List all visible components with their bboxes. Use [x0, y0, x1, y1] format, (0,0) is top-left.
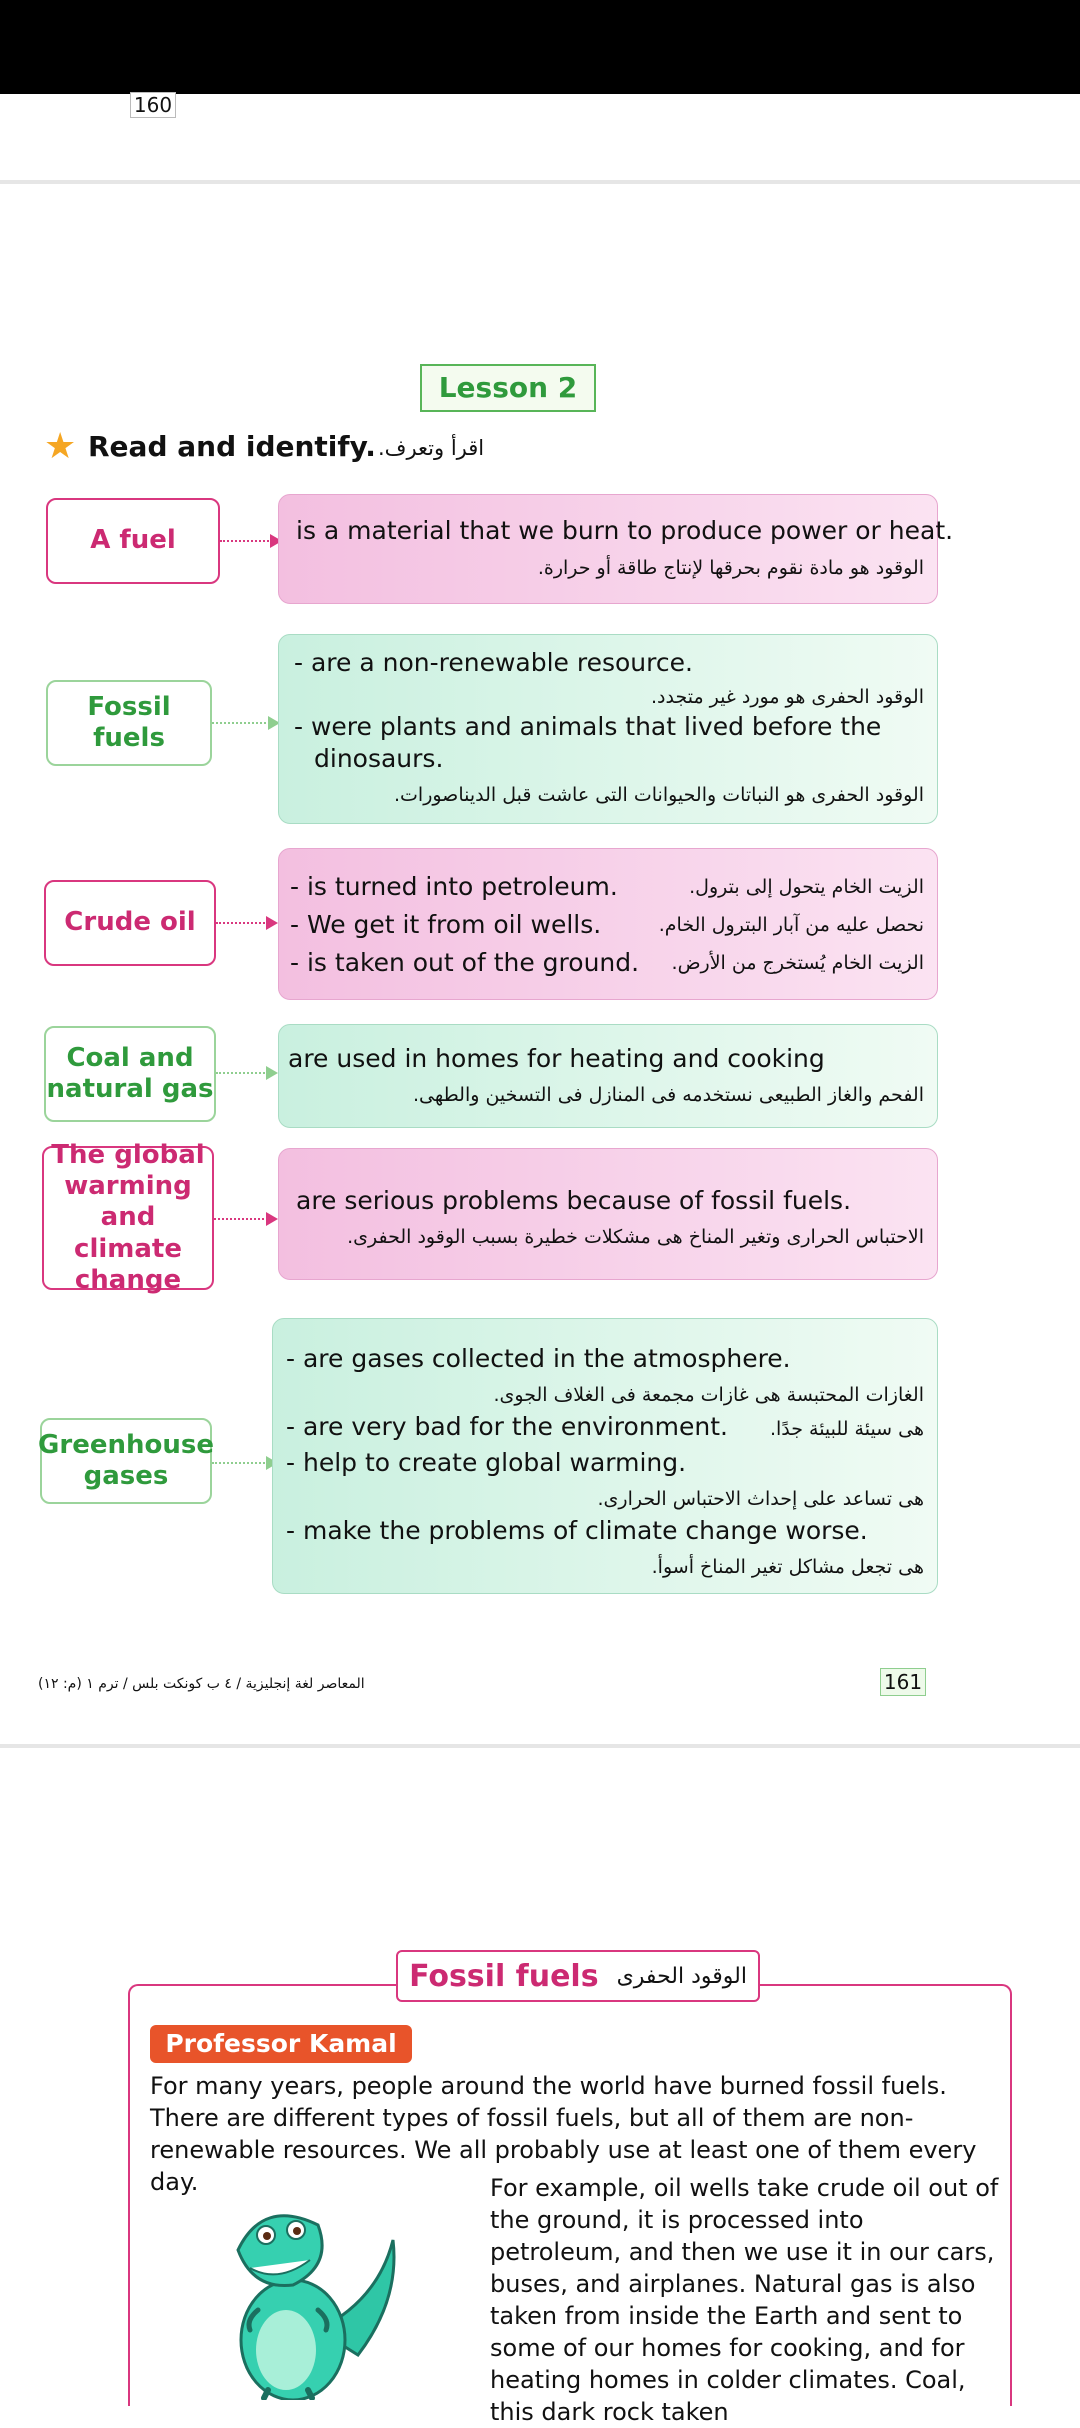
reading-title	[396, 1950, 760, 2002]
page-number-bottom: 161	[880, 1668, 926, 1696]
connector-line	[212, 722, 270, 724]
connector-line	[220, 540, 272, 542]
term-a-fuel: A fuel	[46, 498, 220, 584]
term-coal-and-natural-gas: Coal and natural gas	[44, 1026, 216, 1122]
definition-line-arabic: نحصل عليه من آبار البترول الخام.	[658, 914, 924, 936]
term-greenhouse-gases: Greenhouse gases	[40, 1418, 212, 1504]
speaker-badge: Professor Kamal	[150, 2025, 412, 2063]
definition-line-arabic: الزيت الخام يُستخرج من الأرض.	[671, 952, 924, 974]
definition-box-coal-and-natural-gas	[278, 1024, 938, 1128]
definition-line: - help to create global warming.	[286, 1448, 687, 1477]
definition-line-arabic: الفحم والغاز الطبيعى نستخدمه فى المنازل فى التسخين والطهى.	[412, 1084, 924, 1106]
definition-line-arabic: هى تساعد على إحداث الاحتباس الحرارى.	[597, 1488, 924, 1510]
definition-line: - is turned into petroleum.	[290, 872, 618, 901]
definition-line-arabic: الوقود الحفرى هو النباتات والحيوانات التى عاشت قبل الديناصورات.	[393, 784, 924, 806]
definition-line: - are gases collected in the atmosphere.	[286, 1344, 791, 1373]
term-global-warming-and-climate-change: The global warming and climate change	[42, 1146, 214, 1290]
definition-line: - make the problems of climate change worse.	[286, 1516, 868, 1545]
footer-text: المعاصر لغة إنجليزية / ٤ ب كونكت بلس / ترم ١ (م: ١٢)	[38, 1676, 365, 1692]
instruction-heading: Read and identify.	[88, 430, 376, 463]
arrow-icon	[266, 916, 278, 930]
definition-line-arabic: الزيت الخام يتحول إلى بترول.	[689, 876, 924, 898]
reading-paragraph-1: For many years, people around the world have burned fossil fuels. There are different types of fossil fuels, but all of them are non-renewable resources. We all probably use at least one of them every day.	[150, 2072, 977, 2196]
connector-line	[214, 1218, 268, 1220]
reading-title-arabic: الوقود الحفرى	[616, 1963, 747, 1989]
page-divider-bottom	[0, 1744, 1080, 1748]
definition-line: are serious problems because of fossil fuels.	[296, 1186, 852, 1215]
term-fossil-fuels: Fossil fuels	[46, 680, 212, 766]
definition-line: - is taken out of the ground.	[290, 948, 640, 977]
dinosaur-illustration	[168, 2180, 428, 2400]
definition-box-a-fuel	[278, 494, 938, 604]
top-black-bar	[0, 0, 1080, 94]
lesson-title: Lesson 2	[420, 364, 596, 412]
definition-line-arabic: هى سيئة للبيئة جدًا.	[769, 1418, 924, 1440]
definition-line-arabic: الوقود الحفرى هو مورد غير متجدد.	[650, 686, 924, 708]
definition-line: - are very bad for the environment.	[286, 1412, 729, 1441]
definition-line-arabic: الغازات المحتبسة هى غازات مجمعة فى الغلاف الجوى.	[493, 1384, 924, 1406]
connector-line	[212, 1462, 268, 1464]
definition-line: - We get it from oil wells.	[290, 910, 602, 939]
definition-line: - were plants and animals that lived before the	[294, 712, 882, 741]
term-crude-oil: Crude oil	[44, 880, 216, 966]
definition-line-arabic: هى تجعل مشاكل تغير المناخ أسوأ.	[651, 1556, 924, 1578]
definition-line: dinosaurs.	[314, 744, 444, 773]
connector-line	[216, 1072, 268, 1074]
definition-line-arabic: الاحتباس الحرارى وتغير المناخ هى مشكلات خطيرة بسبب الوقود الحفرى.	[347, 1226, 924, 1248]
reading-paragraph-2: For example, oil wells take crude oil out of the ground, it is processed into petroleum, and then we use it in our cars, buses, and airplanes. Natural gas is also taken from inside the Earth and sent to some of our homes for cooking, and for heating homes in colder climates. Coal, this dark rock taken	[490, 2174, 999, 2426]
arrow-icon	[266, 1212, 278, 1226]
connector-line	[216, 922, 268, 924]
definition-line: - are a non-renewable resource.	[294, 648, 693, 677]
page-divider-top	[0, 180, 1080, 184]
definition-line-arabic: الوقود هو مادة نقوم بحرقها لإنتاج طاقة أو حرارة.	[537, 557, 924, 579]
instruction-arabic: اقرأ وتعرف.	[378, 436, 485, 460]
reading-title-english: Fossil fuels	[409, 1958, 599, 1994]
definition-line: is a material that we burn to produce power or heat.	[296, 516, 954, 545]
definition-line: are used in homes for heating and cooking	[288, 1044, 825, 1073]
page-number-top: 160	[130, 92, 176, 118]
arrow-icon	[266, 1066, 278, 1080]
star-icon: ★	[44, 426, 77, 467]
